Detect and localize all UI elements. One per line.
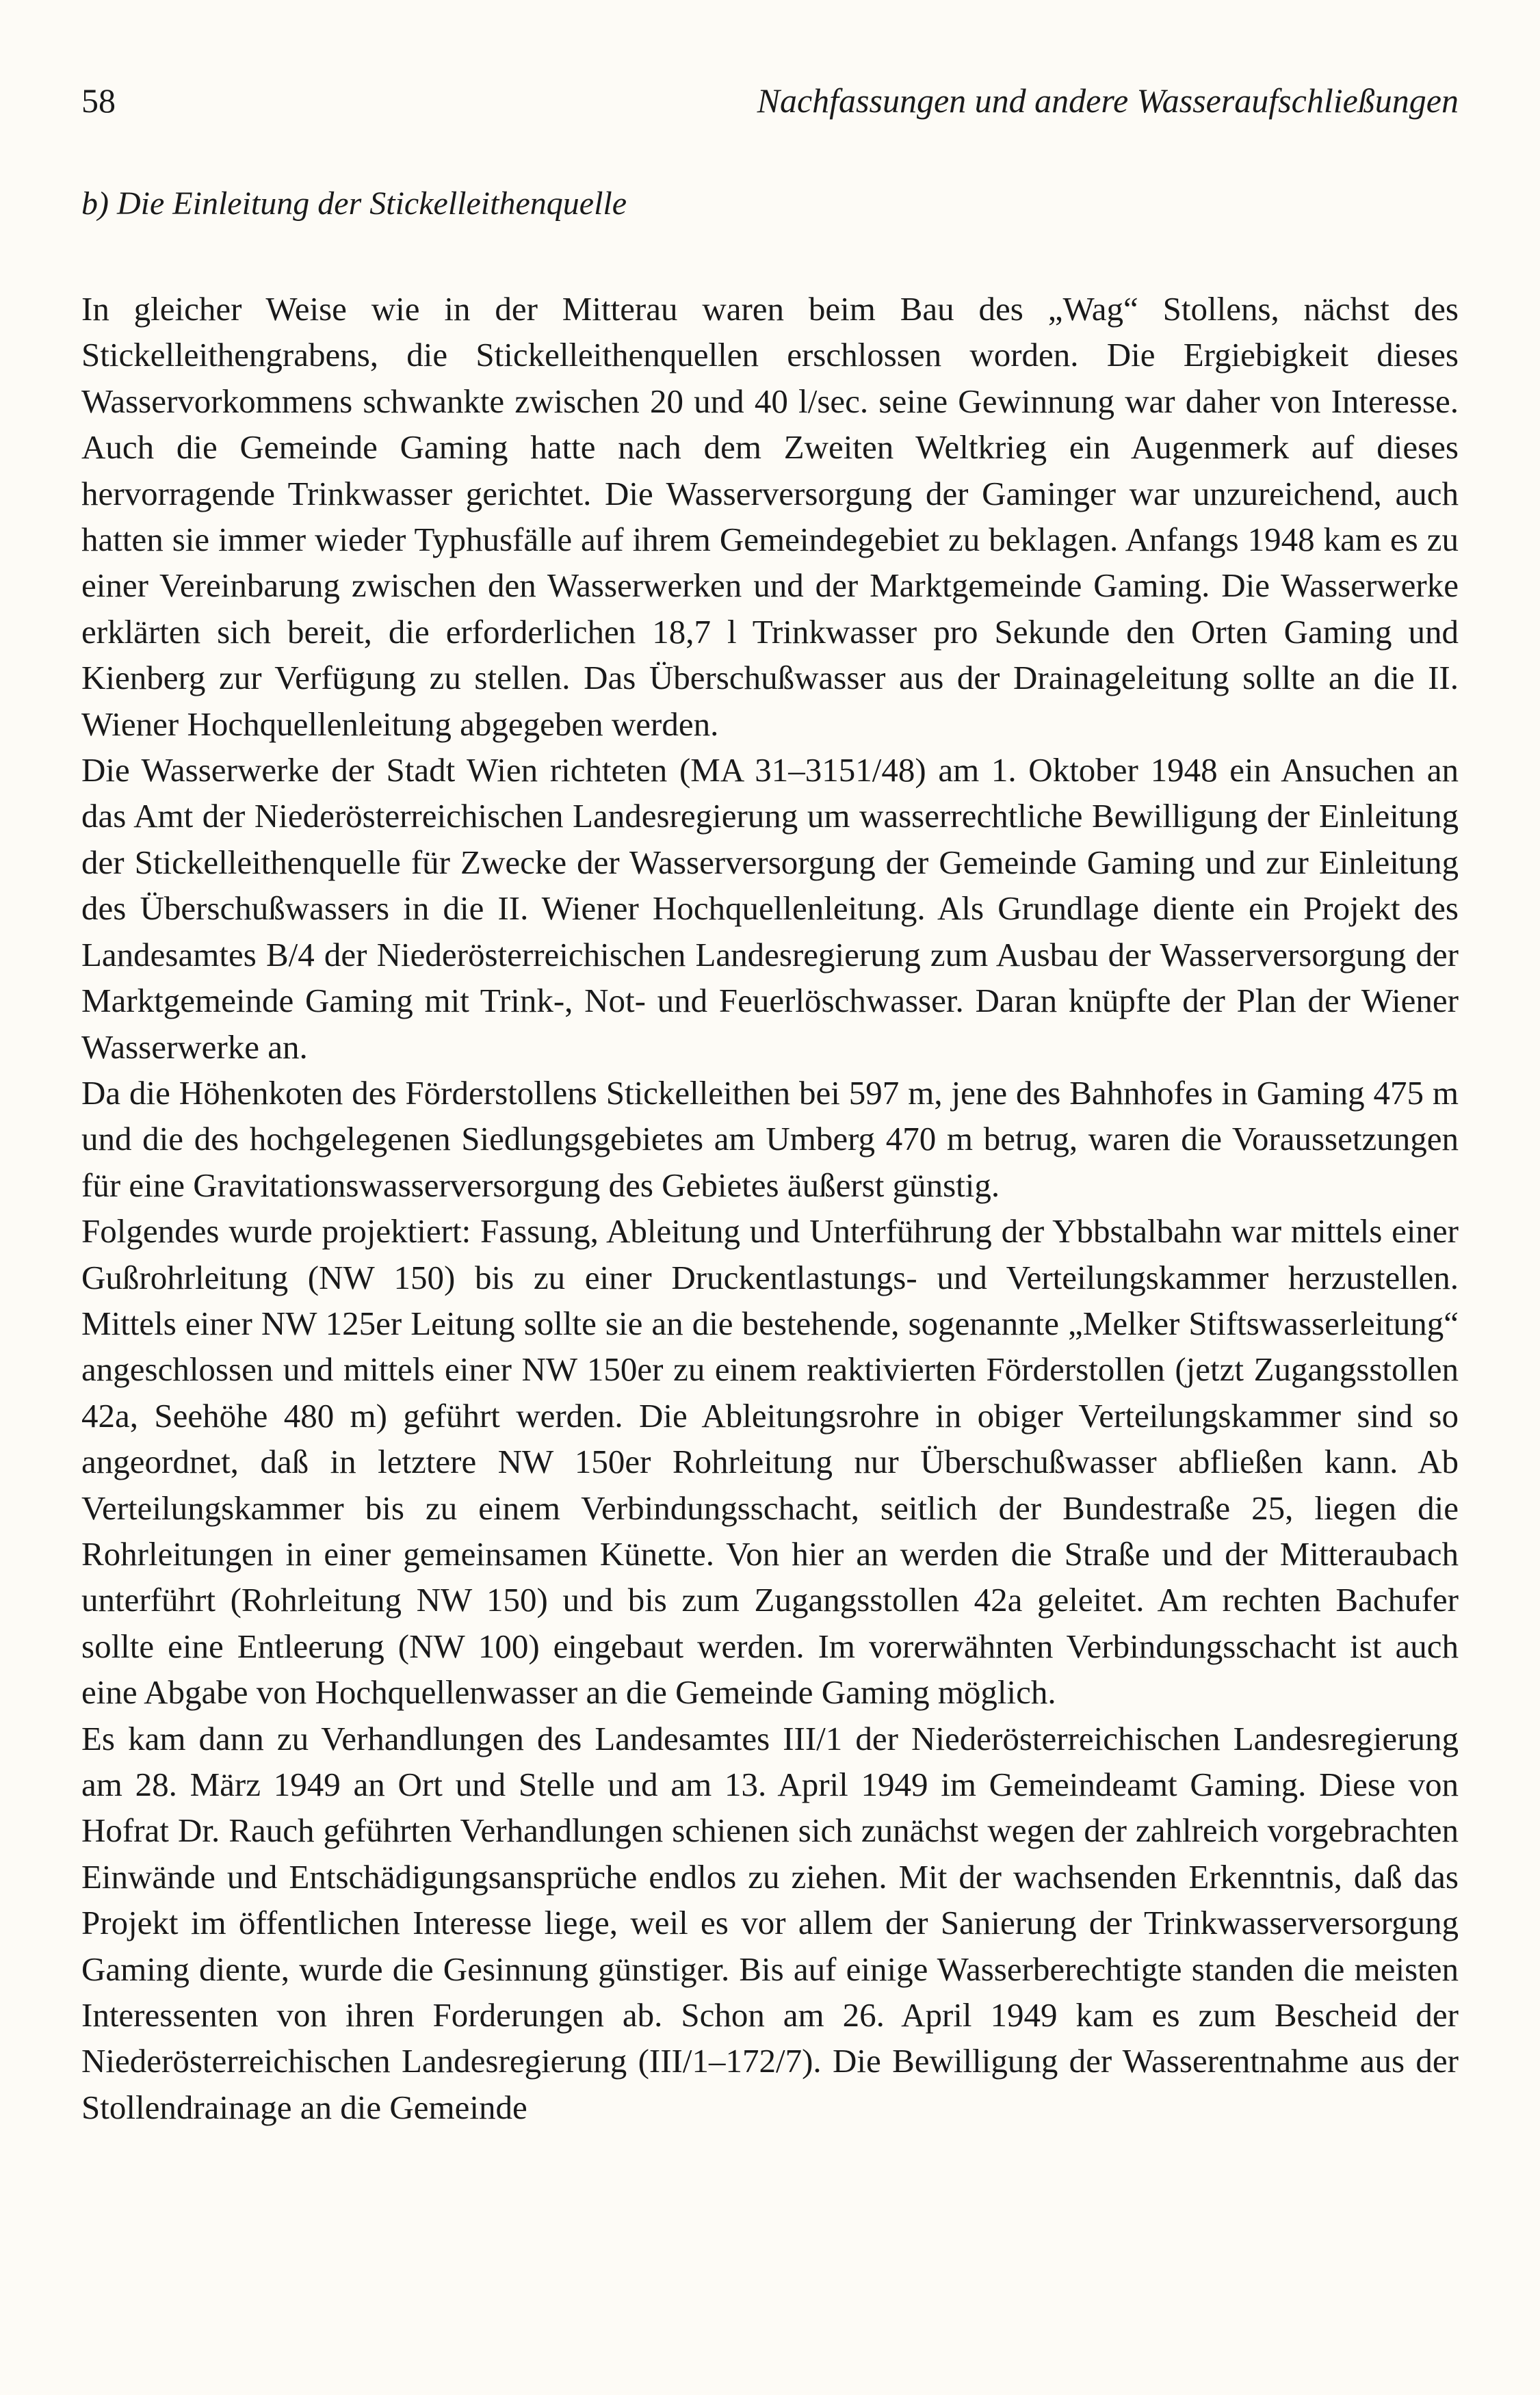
running-head: Nachfassungen und andere Wasseraufschließungen: [757, 81, 1459, 120]
body-text: [81, 286, 1459, 2130]
page-header: [81, 81, 1459, 122]
paragraph: Es kam dann zu Verhandlungen des Landesamtes III/1 der Niederösterreichischen Landesregierung am 28. März 1949 an Ort und Stelle und am 13. April 1949 im Gemeindeamt Gaming. Diese von Hofrat Dr. Rauch geführten Verhandlungen schienen sich zunächst wegen der zahlreich vorgebrachten Einwände und Entschädigungsansprüche endlos zu ziehen. Mit der wachsenden Erkenntnis, daß das Projekt im öffentlichen Interesse liege, weil es vor allem der Sanierung der Trinkwasserversorgung Gaming diente, wurde die Gesinnung günstiger. Bis auf einige Wasserberechtigte standen die meisten Interessenten von ihren Forderungen ab. Schon am 26. April 1949 kam es zum Bescheid der Niederösterreichischen Landesregierung (III/1–172/7). Die Bewilligung der Wasserentnahme aus der Stollendrainage an die Gemeinde: [81, 1719, 1459, 2126]
page-number: 58: [81, 81, 116, 120]
paragraph: Die Wasserwerke der Stadt Wien richteten (MA 31–3151/48) am 1. Oktober 1948 ein Ansuchen an das Amt der Niederösterreichischen Landesregierung um wasserrechtliche Bewilligung der Einleitung der Stickelleithenquelle für Zwecke der Wasserversorgung der Gemeinde Gaming und zur Einleitung des Überschußwassers in die II. Wiener Hochquellenleitung. Als Grundlage diente ein Projekt des Landesamtes B/4 der Niederösterreichischen Landesregierung zum Ausbau der Wasserversorgung der Marktgemeinde Gaming mit Trink-, Not- und Feuerlöschwasser. Daran knüpfte der Plan der Wiener Wasserwerke an.: [81, 751, 1459, 1066]
paragraph: Folgendes wurde projektiert: Fassung, Ableitung und Unterführung der Ybbstalbahn war mittels einer Gußrohrleitung (NW 150) bis zu einer Druckentlastungs- und Verteilungskammer herzustellen. Mittels einer NW 125er Leitung sollte sie an die bestehende, sogenannte „Melker Stiftswasserleitung“ angeschlossen und mittels einer NW 150er zu einem reaktivierten Förderstollen (jetzt Zugangsstollen 42a, Seehöhe 480 m) geführt werden. Die Ableitungsrohre in obiger Verteilungskammer sind so angeordnet, daß in letztere NW 150er Rohrleitung nur Überschußwasser abfließen kann. Ab Verteilungskammer bis zu einem Verbindungsschacht, seitlich der Bundestraße 25, liegen die Rohrleitungen in einer gemeinsamen Künette. Von hier an werden die Straße und der Mitteraubach unterführt (Rohrleitung NW 150) und bis zum Zugangsstollen 42a geleitet. Am rechten Bachufer sollte eine Entleerung (NW 100) eingebaut werden. Im vorerwähnten Verbindungsschacht ist auch eine Abgabe von Hochquellenwasser an die Gemeinde Gaming möglich.: [81, 1212, 1459, 1712]
section-heading: b) Die Einleitung der Stickelleithenquelle: [81, 185, 627, 222]
paragraph: Da die Höhenkoten des Förderstollens Stickelleithen bei 597 m, jene des Bahnhofes in Gaming 475 m und die des hochgelegenen Siedlungsgebietes am Umberg 470 m betrug, waren die Voraussetzungen für eine Gravitationswasserversorgung des Gebietes äußerst günstig.: [81, 1073, 1459, 1204]
paragraph: In gleicher Weise wie in der Mitterau waren beim Bau des „Wag“ Stollens, nächst des Stickelleithengrabens, die Stickelleithenquellen erschlossen worden. Die Ergiebigkeit dieses Wasservorkommens schwankte zwischen 20 und 40 l/sec. seine Gewinnung war daher von Interesse. Auch die Gemeinde Gaming hatte nach dem Zweiten Weltkrieg ein Augenmerk auf dieses hervorragende Trinkwasser gerichtet. Die Wasserversorgung der Gaminger war unzureichend, auch hatten sie immer wieder Typhusfälle auf ihrem Gemeindegebiet zu beklagen. Anfangs 1948 kam es zu einer Vereinbarung zwischen den Wasserwerken und der Marktgemeinde Gaming. Die Wasserwerke erklärten sich bereit, die erforderlichen 18,7 l Trinkwasser pro Sekunde den Orten Gaming und Kienberg zur Verfügung zu stellen. Das Überschußwasser aus der Drainageleitung sollte an die II. Wiener Hochquellenleitung abgegeben werden.: [81, 290, 1459, 743]
